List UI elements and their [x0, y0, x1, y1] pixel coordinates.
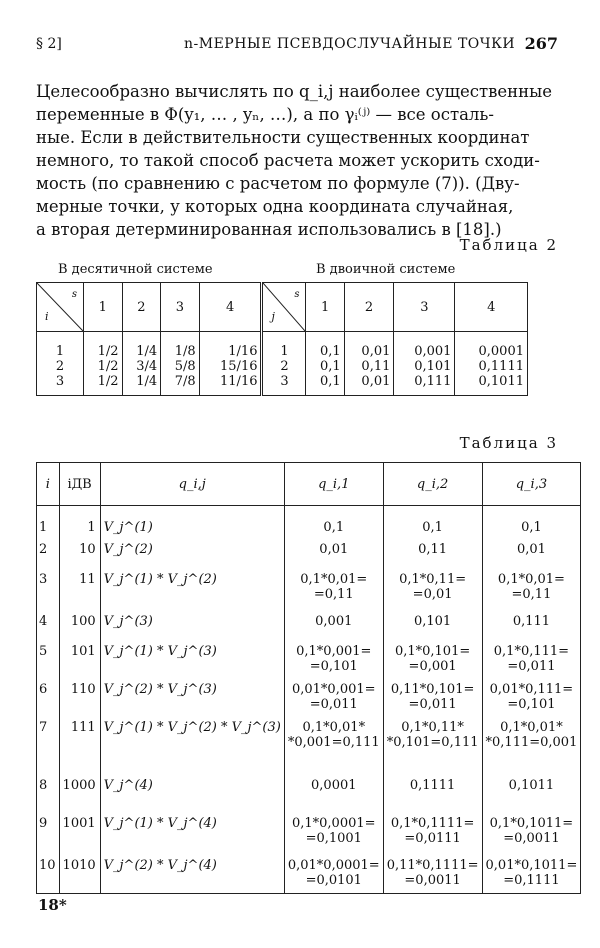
table3-row [37, 852, 581, 894]
table3-cell-i: 10 [37, 852, 60, 894]
para-line: ные. Если в действительности существенных координат [36, 128, 530, 147]
table3-row [37, 676, 581, 714]
table3-cell-q1: 0,01 [284, 536, 383, 566]
table3-cell-v: V_j^(2) * V_j^(3) [100, 676, 284, 714]
table3-cell-v: V_j^(2) [100, 536, 284, 566]
table2-corner-right: s j [262, 283, 306, 332]
table2 [36, 282, 528, 396]
table3-cell-q3: 0,1 [482, 506, 581, 536]
para-line: немного, то такой способ расчета может ускорить сходи- [36, 151, 540, 170]
table3-cell-q1: 0,1*0,01* *0,001=0,111 [284, 714, 383, 772]
table3-cell-q1: 0,01*0,001= =0,011 [284, 676, 383, 714]
running-header [36, 34, 560, 56]
table3-cell-q3: 0,1*0,1011= =0,0011 [482, 810, 581, 852]
para-line: Целесообразно вычислять по q_i,j наиболее существенные [36, 82, 553, 101]
table3-cell-q1: 0,0001 [284, 772, 383, 810]
table3-header: q_i,j [100, 463, 284, 506]
table3-cell-i: 2 [37, 536, 60, 566]
table3-cell-q2: 0,1*0,1111= =0,0111 [383, 810, 482, 852]
table3-cell-v: V_j^(1) * V_j^(2) * V_j^(3) [100, 714, 284, 772]
table3-cell-idv: 11 [59, 566, 100, 608]
table3-cell-q1: 0,01*0,0001= =0,0101 [284, 852, 383, 894]
table3-row [37, 506, 581, 536]
table3-cell-q2: 0,1*0,101= =0,001 [383, 638, 482, 676]
table3-cell-idv: 1 [59, 506, 100, 536]
table3-header: q_i,3 [482, 463, 581, 506]
table3-row [37, 714, 581, 772]
table3-cell-q3: 0,111 [482, 608, 581, 638]
table3-cell-q2: 0,1 [383, 506, 482, 536]
table3-cell-q3: 0,01*0,1011= =0,1111 [482, 852, 581, 894]
table3-cell-idv: 1001 [59, 810, 100, 852]
table3-cell-v: V_j^(4) [100, 772, 284, 810]
table3-cell-idv: 10 [59, 536, 100, 566]
body-paragraph [36, 80, 558, 241]
section-ref: § 2] [36, 36, 62, 52]
table3-cell-q1: 0,1*0,0001= =0,1001 [284, 810, 383, 852]
table2-col-3: 3 [161, 283, 200, 332]
table3-cell-idv: 1010 [59, 852, 100, 894]
table2-row-index: 1 2 3 [262, 332, 306, 396]
table3-cell-v: V_j^(2) * V_j^(4) [100, 852, 284, 894]
table3-cell-i: 4 [37, 608, 60, 638]
table2-col-2: 2 [122, 283, 161, 332]
footer-signature: 18* [38, 896, 67, 914]
table3-cell-idv: 1000 [59, 772, 100, 810]
table3-row [37, 608, 581, 638]
table3-cell-i: 5 [37, 638, 60, 676]
table2-col-3: 3 [394, 283, 455, 332]
table3-row [37, 772, 581, 810]
table3-cell-q3: 0,1*0,01* *0,111=0,001 [482, 714, 581, 772]
table3-header: iДВ [59, 463, 100, 506]
table3-cell-q3: 0,1*0,111= =0,011 [482, 638, 581, 676]
table3-row [37, 536, 581, 566]
table3-cell-v: V_j^(1) * V_j^(3) [100, 638, 284, 676]
table2-dec-col2: 1/4 3/4 1/4 [122, 332, 161, 396]
table2-caption: Таблица 2 [459, 236, 558, 254]
table3-cell-idv: 110 [59, 676, 100, 714]
para-line: переменные в Φ(y₁, … , yₙ, …), а по γᵢ⁽ʲ⁾ — все осталь- [36, 105, 494, 124]
table3-cell-q2: 0,1111 [383, 772, 482, 810]
table3-cell-v: V_j^(1) [100, 506, 284, 536]
table3-cell-idv: 100 [59, 608, 100, 638]
table3 [36, 462, 581, 894]
table2-corner-left: s i [37, 283, 84, 332]
table3-cell-q2: 0,11*0,101= =0,011 [383, 676, 482, 714]
table3-row [37, 638, 581, 676]
table2-dec-col3: 1/8 5/8 7/8 [161, 332, 200, 396]
table2-dec-col1: 1/2 1/2 1/2 [84, 332, 123, 396]
table3-row [37, 566, 581, 608]
table3-row [37, 810, 581, 852]
table3-cell-i: 3 [37, 566, 60, 608]
table2-bin-col4: 0,0001 0,1111 0,1011 [455, 332, 528, 396]
table3-cell-i: 1 [37, 506, 60, 536]
table2-row-index: 1 2 3 [37, 332, 84, 396]
para-line: а вторая детерминированная использовались в [18].) [36, 220, 502, 239]
table3-cell-v: V_j^(3) [100, 608, 284, 638]
table3-cell-q3: 0,01 [482, 536, 581, 566]
table3-cell-q3: 0,1*0,01= =0,11 [482, 566, 581, 608]
table3-cell-idv: 101 [59, 638, 100, 676]
table2-bin-col2: 0,01 0,11 0,01 [344, 332, 394, 396]
table3-cell-q1: 0,1 [284, 506, 383, 536]
table3-cell-q1: 0,1*0,001= =0,101 [284, 638, 383, 676]
para-line: мерные точки, у которых одна координата случайная, [36, 197, 514, 216]
table3-cell-q3: 0,1011 [482, 772, 581, 810]
table2-col-1: 1 [306, 283, 344, 332]
table3-cell-q2: 0,1*0,11= =0,01 [383, 566, 482, 608]
table3-header: i [37, 463, 60, 506]
table3-cell-q3: 0,01*0,111= =0,101 [482, 676, 581, 714]
table3-cell-i: 7 [37, 714, 60, 772]
table3-cell-i: 6 [37, 676, 60, 714]
table3-cell-v: V_j^(1) * V_j^(4) [100, 810, 284, 852]
table3-cell-q2: 0,101 [383, 608, 482, 638]
table3-caption: Таблица 3 [459, 434, 558, 452]
table3-header: q_i,1 [284, 463, 383, 506]
header-title: n-МЕРНЫЕ ПСЕВДОСЛУЧАЙНЫЕ ТОЧКИ [184, 36, 516, 52]
table3-cell-q1: 0,1*0,01= =0,11 [284, 566, 383, 608]
table2-col-1: 1 [84, 283, 123, 332]
table3-cell-i: 9 [37, 810, 60, 852]
page-number: 267 [524, 34, 558, 53]
table2-col-4: 4 [455, 283, 528, 332]
para-line: мость (по сравнению с расчетом по формуле (7)). (Дву- [36, 174, 520, 193]
table3-cell-idv: 111 [59, 714, 100, 772]
table2-dec-col4: 1/16 15/16 11/16 [199, 332, 262, 396]
table2-bin-col1: 0,1 0,1 0,1 [306, 332, 344, 396]
table2-col-2: 2 [344, 283, 394, 332]
table2-col-4: 4 [199, 283, 262, 332]
table3-cell-v: V_j^(1) * V_j^(2) [100, 566, 284, 608]
table3-header: q_i,2 [383, 463, 482, 506]
table3-cell-i: 8 [37, 772, 60, 810]
table3-cell-q2: 0,11 [383, 536, 482, 566]
table3-cell-q1: 0,001 [284, 608, 383, 638]
table3-cell-q2: 0,11*0,1111= =0,0011 [383, 852, 482, 894]
table3-cell-q2: 0,1*0,11* *0,101=0,111 [383, 714, 482, 772]
table2-left-title: В десятичной системе [58, 262, 213, 277]
table2-right-title: В двоичной системе [316, 262, 456, 277]
table2-bin-col3: 0,001 0,101 0,111 [394, 332, 455, 396]
